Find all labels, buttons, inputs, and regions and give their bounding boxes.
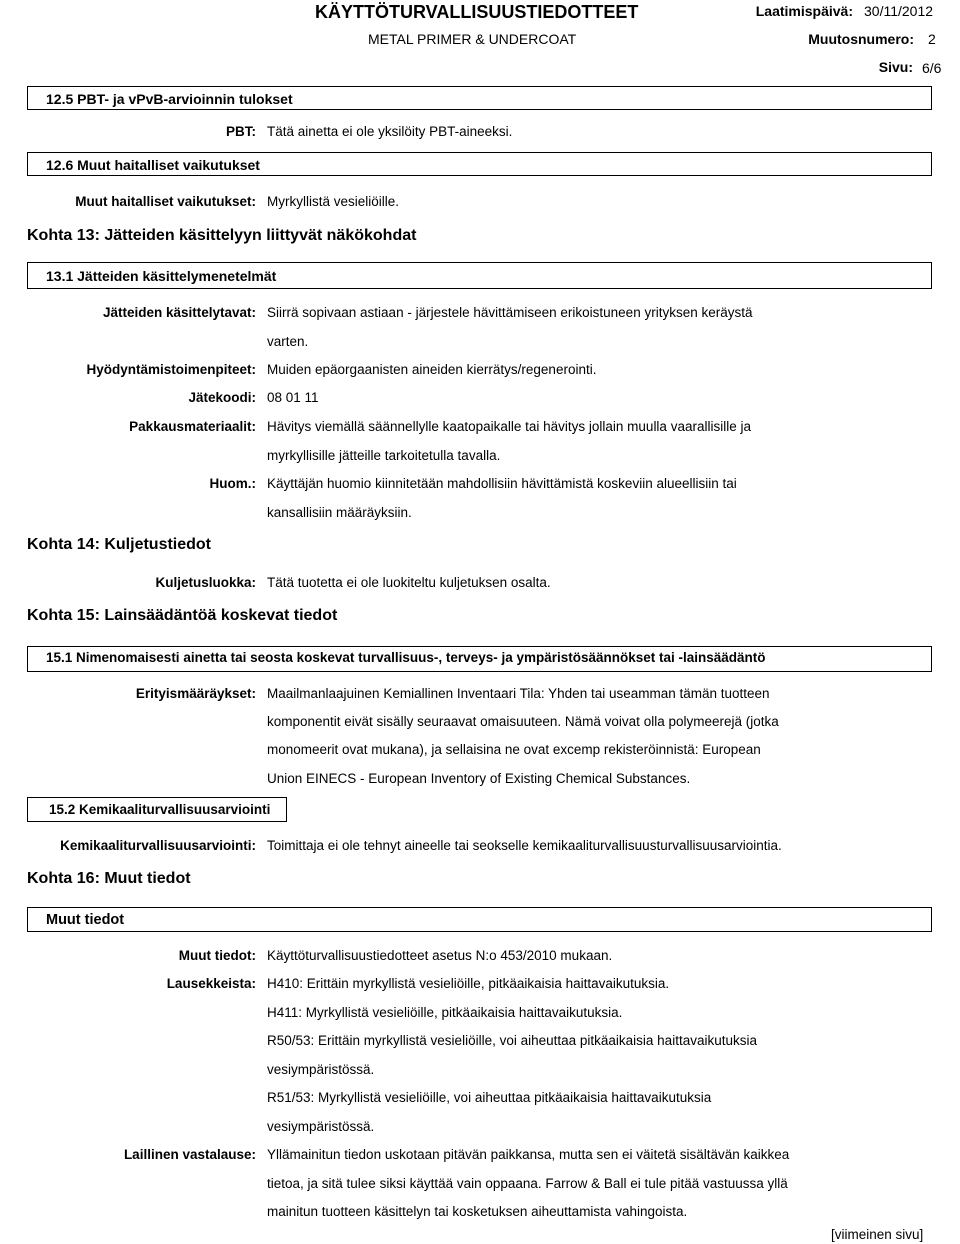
phrase-line: H410: Erittäin myrkyllistä vesieliöille, pitkäaikaisia haittavaikutuksia.: [267, 976, 670, 991]
special-provisions-line: Maailmanlaajuinen Kemiallinen Inventaari Tila: Yhden tai useamman tämän tuotteen: [267, 686, 770, 701]
revision-label: Muutosnumero:: [808, 31, 914, 47]
product-name: METAL PRIMER & UNDERCOAT: [368, 31, 577, 47]
other-info-label: Muut tiedot:: [178, 948, 256, 963]
note-label: Huom.:: [209, 476, 256, 491]
phrase-line: vesiympäristössä.: [267, 1062, 375, 1077]
pbt-value: Tätä ainetta ei ole yksilöity PBT-aineeksi.: [267, 124, 513, 139]
page-number: 6/6: [922, 60, 942, 76]
recovery-label: Hyödyntämistoimenpiteet:: [86, 362, 256, 377]
waste-treatment-label: Jätteiden käsittelytavat:: [102, 305, 256, 320]
section-12-5-heading: 12.5 PBT- ja vPvB-arvioinnin tulokset: [27, 86, 932, 110]
special-provisions-line: komponentit eivät sisälly seuraavat omaisuuteen. Nämä voivat olla polymeerejä (jotka: [267, 714, 779, 729]
pbt-label: PBT:: [226, 124, 256, 139]
revision-value: 2: [928, 31, 936, 47]
waste-treatment-line: Siirrä sopivaan astiaan - järjestele hävittämiseen erikoistuneen yrityksen keräystä: [267, 305, 753, 320]
disclaimer-line: mainitun tuotteen käsittelyn tai kosketuksen aiheuttamista vahingoista.: [267, 1204, 688, 1219]
other-effects-value: Myrkyllistä vesieliöille.: [267, 194, 400, 209]
other-info-value: Käyttöturvallisuustiedotteet asetus N:o 453/2010 mukaan.: [267, 948, 613, 963]
waste-code-label: Jätekoodi:: [188, 390, 256, 405]
csa-label: Kemikaaliturvallisuusarviointi:: [60, 838, 256, 853]
phrase-line: R51/53: Myrkyllistä vesieliöille, voi aiheuttaa pitkäaikaisia haittavaikutuksia: [267, 1090, 712, 1105]
document-title: KÄYTTÖTURVALLISUUSTIEDOTTEET: [315, 2, 639, 22]
special-provisions-line: Union EINECS - European Inventory of Existing Chemical Substances.: [267, 771, 691, 786]
disclaimer-line: Yllämainitun tiedon uskotaan pitävän paikkansa, mutta sen ei väitetä sisältävän kaikkea: [267, 1147, 790, 1162]
section-13-heading: Kohta 13: Jätteiden käsittelyyn liittyvät näkökohdat: [27, 227, 417, 244]
section-13-1-heading: 13.1 Jätteiden käsittelymenetelmät: [27, 262, 932, 289]
transport-class-label: Kuljetusluokka:: [155, 575, 256, 590]
packaging-line: Hävitys viemällä säännellylle kaatopaikalle tai hävitys jollain muulla vaarallisille ja: [267, 419, 751, 434]
section-15-heading: Kohta 15: Lainsäädäntöä koskevat tiedot: [27, 607, 338, 624]
waste-code-value: 08 01 11: [267, 390, 319, 405]
date-label: Laatimispäivä:: [755, 3, 853, 19]
section-15-2-heading: 15.2 Kemikaaliturvallisuusarviointi: [27, 797, 287, 822]
section-16-sub-heading: Muut tiedot: [27, 907, 932, 932]
phrase-line: H411: Myrkyllistä vesieliöille, pitkäaikaisia haittavaikutuksia.: [267, 1005, 623, 1020]
page-label: Sivu:: [878, 59, 913, 75]
section-12-6-heading: 12.6 Muut haitalliset vaikutukset: [27, 152, 932, 176]
disclaimer-label: Laillinen vastalause:: [123, 1147, 256, 1162]
transport-class-value: Tätä tuotetta ei ole luokiteltu kuljetuksen osalta.: [267, 575, 551, 590]
csa-value: Toimittaja ei ole tehnyt aineelle tai seokselle kemikaaliturvallisuusturvallisuusarviointia.: [267, 838, 782, 853]
section-16-heading: Kohta 16: Muut tiedot: [27, 870, 191, 887]
last-page-footer: [viimeinen sivu]: [831, 1227, 924, 1242]
section-14-heading: Kohta 14: Kuljetustiedot: [27, 536, 212, 553]
special-provisions-line: monomeerit ovat mukana), ja sellaisina ne ovat excemp rekisteröinnistä: European: [267, 742, 761, 757]
phrase-line: R50/53: Erittäin myrkyllistä vesieliöille, voi aiheuttaa pitkäaikaisia haittavaikutuksia: [267, 1033, 757, 1048]
phrase-line: vesiympäristössä.: [267, 1119, 375, 1134]
date-value: 30/11/2012: [864, 3, 934, 19]
packaging-label: Pakkausmateriaalit:: [129, 419, 256, 434]
special-provisions-label: Erityismääräykset:: [135, 686, 256, 701]
disclaimer-line: tietoa, ja sitä tulee siksi käyttää vain oppaana. Farrow & Ball ei tule pitää vastuussa yllä: [267, 1176, 788, 1191]
note-line: kansallisiin määräyksiin.: [267, 505, 412, 520]
recovery-value: Muiden epäorgaanisten aineiden kierrätys/regenerointi.: [267, 362, 597, 377]
section-15-1-heading: 15.1 Nimenomaisesti ainetta tai seosta koskevat turvallisuus-, terveys- ja ympäristösäännökset tai -lainsäädäntö: [27, 646, 932, 672]
other-effects-label: Muut haitalliset vaikutukset:: [75, 194, 256, 209]
waste-treatment-line: varten.: [267, 334, 309, 349]
note-line: Käyttäjän huomio kiinnitetään mahdollisiin hävittämistä koskeviin alueellisiin tai: [267, 476, 737, 491]
phrases-label: Lausekkeista:: [166, 976, 256, 991]
packaging-line: myrkyllisille jätteille tarkoitetulla tavalla.: [267, 448, 501, 463]
